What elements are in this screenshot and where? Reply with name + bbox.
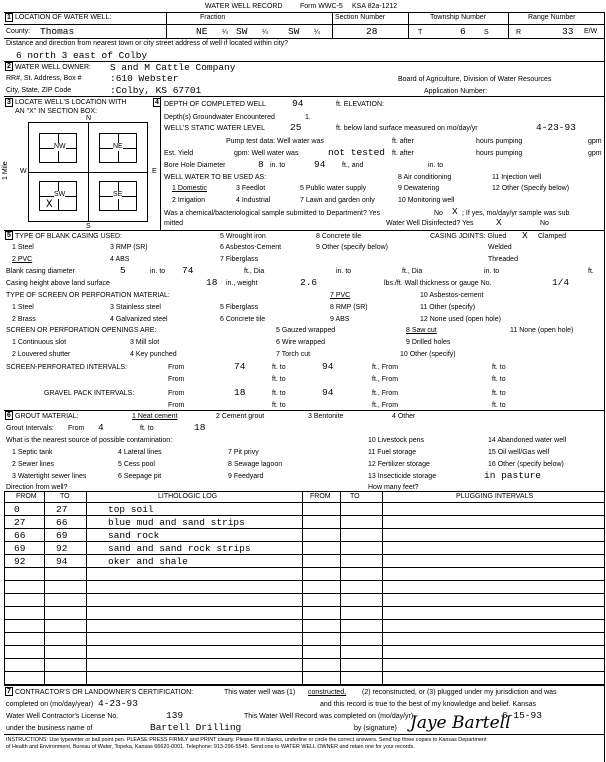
gravel-from-label: From: [168, 390, 185, 397]
casing-wrought[interactable]: 5 Wrought iron: [220, 233, 266, 240]
gauge-label: lbs./ft. Wall thickness or gauge No.: [384, 280, 492, 287]
use-lawn[interactable]: 7 Lawn and garden only: [300, 197, 375, 204]
address-value: :610 Webster: [110, 73, 179, 84]
ne-label: NE: [113, 143, 123, 150]
screen-rmp[interactable]: 8 RMP (SR): [330, 304, 368, 311]
bore-in-to: in. to: [270, 162, 286, 169]
height-label: Casing height above land surface: [6, 280, 110, 287]
open-torch[interactable]: 7 Torch cut: [276, 351, 311, 358]
range-ew: E/W: [584, 28, 598, 35]
joints-clamped[interactable]: Clamped: [538, 233, 567, 240]
completed-tail: and this record is true to the best of my knowledge and belief. Kansas: [320, 701, 536, 708]
log-litho-header: LITHOLOGIC LOG: [158, 493, 218, 500]
diameter-label: Blank casing diameter: [6, 268, 75, 275]
quarter-1: NE: [196, 26, 208, 37]
contam-sewer[interactable]: 2 Sewer lines: [12, 461, 55, 468]
casing-asbestos[interactable]: 6 Asbestos-Cement: [220, 244, 282, 251]
log-from: 0: [14, 504, 20, 515]
section-6-number: 6: [5, 411, 13, 420]
yield-label: Est. Yield: [164, 150, 194, 157]
use-injection[interactable]: 11 Injection well: [492, 174, 542, 181]
county-value: Thomas: [40, 26, 75, 37]
casing-fiberglass[interactable]: 7 Fiberglass: [220, 256, 259, 263]
log-from: 92: [14, 556, 26, 567]
range-value: 33: [562, 26, 574, 37]
use-air[interactable]: 8 Air conditioning: [398, 174, 452, 181]
locate-label-2: AN "X" IN SECTION BOX:: [15, 108, 97, 115]
direction-label: Direction from well?: [6, 484, 68, 491]
static-label: WELL'S STATIC WATER LEVEL: [164, 125, 266, 132]
chem-tail: ; If yes, mo/day/yr sample was sub: [462, 210, 570, 217]
completed-label: completed on (mo/day/year): [6, 701, 94, 708]
township-value: 6: [460, 26, 466, 37]
diameter-dia-2: ft., Dia: [402, 268, 423, 275]
screen-pvc[interactable]: 7 PVC: [330, 292, 351, 299]
distance-label: Distance and direction from nearest town or city street address of well if located within city?: [6, 40, 289, 47]
perf-row2-to-2: ft. to: [492, 376, 506, 383]
screen-galvanized[interactable]: 4 Galvanized steel: [110, 316, 168, 323]
casing-rmp[interactable]: 3 RMP (SR): [110, 244, 148, 251]
pump-hours: hours pumping: [476, 138, 523, 145]
joints-welded[interactable]: Welded: [488, 244, 512, 251]
grout-to-label: ft. to: [140, 425, 154, 432]
cert-label: CONTRACTOR'S OR LANDOWNER'S CERTIFICATION:: [15, 689, 194, 696]
disinf-no: No: [540, 220, 549, 227]
west-label: W: [20, 168, 27, 175]
perf-from-2: ft., From: [372, 364, 399, 371]
south-label: S: [86, 223, 91, 230]
joints-label: CASING JOINTS: Glued: [430, 233, 507, 240]
contam-cess[interactable]: 5 Cess pool: [118, 461, 155, 468]
contam-lateral[interactable]: 4 Lateral lines: [118, 449, 162, 456]
open-saw-cut[interactable]: 8 Saw cut: [406, 327, 437, 334]
perf-row2-from: From: [168, 376, 185, 383]
fraction-label: Fraction: [200, 14, 226, 21]
contam-abandoned[interactable]: 14 Abandoned water well: [488, 437, 567, 444]
screen-fiberglass[interactable]: 5 Fiberglass: [220, 304, 259, 311]
quarter-sign-1: ¼: [222, 29, 228, 36]
perf-to-2: ft. to: [492, 364, 506, 371]
log-to: 94: [56, 556, 68, 567]
record-date: 6-15-93: [502, 710, 542, 721]
log-to-header-2: TO: [350, 493, 360, 500]
grout-from: 4: [98, 422, 104, 433]
open-continuous[interactable]: 1 Continuous slot: [12, 339, 67, 346]
cert-text-2: (2) reconstructed, or (3) plugged under my jurisdiction and was: [362, 689, 557, 696]
screen-none[interactable]: 12 None used (open hole): [420, 316, 501, 323]
screen-material-label: TYPE OF SCREEN OR PERFORATION MATERIAL:: [6, 292, 170, 299]
distance-value: 6 north 3 east of Colby: [16, 50, 148, 61]
diameter-in-to-2: in. to: [336, 268, 352, 275]
bore-label: Bore Hole Diameter: [164, 162, 226, 169]
open-mill[interactable]: 3 Mill slot: [130, 339, 160, 346]
cert-constructed: constructed,: [308, 689, 347, 696]
use-public[interactable]: 5 Public water supply: [300, 185, 367, 192]
contam-other[interactable]: 16 Other (specify below): [488, 461, 564, 468]
section-2-number: 2: [5, 62, 13, 71]
gravel-row2-to: ft. to: [272, 402, 286, 409]
perf-to: 94: [322, 361, 334, 372]
grout-cement[interactable]: 2 Cement grout: [216, 413, 265, 420]
diameter-value: 5: [120, 265, 126, 276]
section-number-label: Section Number: [335, 14, 386, 21]
screen-steel[interactable]: 1 Steel: [12, 304, 34, 311]
yield-after: ft. after: [392, 150, 414, 157]
chem-label: Was a chemical/bacteriological sample submitted to Department? Yes: [164, 210, 381, 217]
gravel-to: 94: [322, 387, 334, 398]
height-weight: in., weight: [226, 280, 258, 287]
use-monitoring[interactable]: 10 Monitoring well: [398, 197, 455, 204]
casing-concrete[interactable]: 8 Concrete tile: [316, 233, 362, 240]
yield-mid: gpm: Well water was: [234, 150, 299, 157]
application-number-label: Application Number:: [424, 88, 488, 95]
grout-from-label: From: [68, 425, 85, 432]
gravel-from-2: ft., From: [372, 390, 399, 397]
gravel-to-2: ft. to: [492, 390, 506, 397]
pump-label: Pump test data: Well water was: [226, 138, 324, 145]
open-other[interactable]: 10 Other (specify): [400, 351, 456, 358]
open-none[interactable]: 11 None (open hole): [510, 327, 574, 334]
pump-gpm: gpm: [588, 138, 602, 145]
city-label: City, State, ZIP Code: [6, 87, 72, 94]
contam-livestock[interactable]: 10 Livestock pens: [368, 437, 425, 444]
grout-neat[interactable]: 1 Neat cement: [132, 413, 178, 420]
quarter-3: SW: [288, 26, 300, 37]
chem-no: No: [434, 210, 443, 217]
log-from-header-2: FROM: [310, 493, 331, 500]
height-value: 18: [206, 277, 218, 288]
open-louvered[interactable]: 2 Louvered shutter: [12, 351, 71, 358]
section-1-number: 1: [5, 13, 13, 22]
instructions-2: of Health and Environment, Bureau of Water, Topeka, Kansas 66620-0001. Telephone: 913-296-5545. Send one to WATER WELL OWNER and retain one for your records.: [6, 744, 415, 750]
yield-hours: hours pumping: [476, 150, 523, 157]
openings-label: SCREEN OR PERFORATION OPENINGS ARE:: [6, 327, 157, 334]
grout-bentonite[interactable]: 3 Bentonite: [308, 413, 344, 420]
bore-to: 94: [314, 159, 326, 170]
gravel-row2-from: From: [168, 402, 185, 409]
sw-label: SW: [54, 191, 66, 198]
quarter-sign-2: ¼: [262, 29, 268, 36]
location-label: LOCATION OF WATER WELL:: [15, 14, 112, 21]
bore-and: ft., and: [342, 162, 364, 169]
screen-concrete[interactable]: 6 Concrete tile: [220, 316, 266, 323]
static-rest: ft. below land surface measured on mo/day/yr: [336, 125, 478, 132]
casing-steel[interactable]: 1 Steel: [12, 244, 34, 251]
section-box[interactable]: [28, 122, 148, 222]
log-to: 69: [56, 530, 68, 541]
weight-value: 2.6: [300, 277, 318, 288]
business-label: under the business name of: [6, 725, 93, 732]
record-label: This Water Well Record was completed on (mo/day/yr): [244, 713, 414, 720]
contam-oil[interactable]: 15 Oil well/Gas well: [488, 449, 550, 456]
perf-from: 74: [234, 361, 246, 372]
license-label: Water Well Contractor's License No.: [6, 713, 119, 720]
bore-in-to-2: in. to: [428, 162, 444, 169]
log-desc: oker and shale: [108, 556, 188, 567]
yield-gpm: gpm: [588, 150, 602, 157]
open-key[interactable]: 4 Key punched: [130, 351, 177, 358]
diameter-in-to: in. to: [150, 268, 166, 275]
county-label: County:: [6, 28, 31, 35]
locate-label: LOCATE WELL'S LOCATION WITH: [15, 99, 127, 106]
license-value: 139: [166, 710, 184, 721]
gravel-from: 18: [234, 387, 246, 398]
use-industrial[interactable]: 4 Industrial: [236, 197, 271, 204]
use-dewatering[interactable]: 9 Dewatering: [398, 185, 440, 192]
gravel-row2-from-2: ft., From: [372, 402, 399, 409]
use-domestic[interactable]: 1 Domestic: [172, 185, 208, 192]
static-value: 25: [290, 122, 302, 133]
perf-from-label: From: [168, 364, 185, 371]
log-to-header: TO: [60, 493, 70, 500]
disinf-label: Water Well Disinfected? Yes: [386, 220, 474, 227]
pump-after: ft. after: [392, 138, 414, 145]
gravel-row2-to-2: ft. to: [492, 402, 506, 409]
screen-brass[interactable]: 2 Brass: [12, 316, 36, 323]
log-desc: blue mud and sand strips: [108, 517, 245, 528]
address-label: RR#, St. Address, Box #: [6, 75, 82, 82]
contam-seepage[interactable]: 6 Seepage pit: [118, 473, 162, 480]
open-wire[interactable]: 6 Wire wrapped: [276, 339, 326, 346]
section-3-number: 3: [5, 98, 13, 107]
how-many-label: How many feet?: [368, 484, 419, 491]
elevation-label: ft. ELEVATION:: [336, 101, 384, 108]
section-4-number: 4: [153, 98, 161, 107]
depth-label: DEPTH OF COMPLETED WELL: [164, 101, 266, 108]
log-desc: sand and sand rock strips: [108, 543, 251, 554]
casing-label: TYPE OF BLANK CASING USED:: [15, 233, 122, 240]
city-value: :Colby, KS 67701: [110, 85, 202, 96]
open-gauzed[interactable]: 5 Gauzed wrapped: [276, 327, 336, 334]
township-number-label: Township Number: [430, 14, 487, 21]
use-label: WELL WATER TO BE USED AS:: [164, 174, 267, 181]
use-other[interactable]: 12 Other (Specify below): [492, 185, 570, 192]
log-from: 66: [14, 530, 26, 541]
joints-threaded[interactable]: Threaded: [488, 256, 518, 263]
casing-abs[interactable]: 4 ABS: [110, 256, 130, 263]
diameter-in-to-3: in. to: [484, 268, 500, 275]
screen-other[interactable]: 11 Other (specify): [420, 304, 476, 311]
business-value: Bartell Drilling: [150, 722, 242, 733]
in-pasture: in pasture: [484, 470, 542, 481]
screen-stainless[interactable]: 3 Stainless steel: [110, 304, 161, 311]
quarter-sign-3: ¼: [314, 29, 320, 36]
owner-label: WATER WELL OWNER:: [15, 64, 91, 71]
gravel-to-label: ft. to: [272, 390, 286, 397]
section-5-number: 5: [5, 231, 13, 240]
not-tested: not tested: [328, 147, 386, 158]
nw-label: NW: [54, 143, 66, 150]
use-irrigation[interactable]: 2 Irrigation: [172, 197, 206, 204]
completed-value: 4-23-93: [98, 698, 138, 709]
signature: Jaye Bartell: [410, 713, 511, 733]
open-drilled[interactable]: 9 Drilled holes: [406, 339, 451, 346]
ksa-ref: KSA 82a-1212: [352, 3, 398, 10]
perf-label: SCREEN-PERFORATED INTERVALS:: [6, 364, 127, 371]
log-to: 27: [56, 504, 68, 515]
log-plug-header: PLUGGING INTERVALS: [456, 493, 534, 500]
instructions-1: INSTRUCTIONS: Use typewriter or ball point pen. PLEASE PRESS FIRMLY and PRINT clearly. Please fill in blanks, underline or circle the correct answers. Send top three copies to Kansas Department: [6, 737, 487, 743]
diameter-dia: ft., Dia: [244, 268, 265, 275]
contam-watertight[interactable]: 3 Watertight sewer lines: [12, 473, 87, 480]
bore-value: 8: [258, 159, 264, 170]
contam-fuel[interactable]: 11 Fuel storage: [368, 449, 417, 456]
grout-to: 18: [194, 422, 206, 433]
contam-feedyard[interactable]: 9 Feedyard: [228, 473, 264, 480]
log-from: 69: [14, 543, 26, 554]
disinf-x: X: [496, 217, 502, 228]
range-r: R: [516, 29, 522, 36]
perf-row2-to: ft. to: [272, 376, 286, 383]
form-number: Form WWC-5: [300, 3, 343, 10]
board-label: Board of Agriculture, Division of Water Resources: [398, 76, 552, 83]
east-label: E: [152, 168, 157, 175]
disinf-mitted: mitted: [164, 220, 184, 227]
township-s: S: [484, 29, 489, 36]
groundwater-value: 1.: [305, 114, 311, 121]
depth-value: 94: [292, 98, 304, 109]
screen-abs[interactable]: 9 ABS: [330, 316, 350, 323]
contam-lagoon[interactable]: 8 Sewage lagoon: [228, 461, 283, 468]
static-date: 4-23-93: [536, 122, 576, 133]
casing-pvc[interactable]: 2 PVC: [12, 256, 33, 263]
grout-label: GROUT MATERIAL:: [15, 413, 79, 420]
form-title: WATER WELL RECORD: [205, 3, 283, 10]
section-7-number: 7: [5, 687, 13, 696]
se-label: SE: [113, 191, 123, 198]
casing-other[interactable]: 9 Other (specify below): [316, 244, 388, 251]
north-label: N: [86, 115, 92, 122]
groundwater-label: Depth(s) Groundwater Encountered: [164, 114, 275, 121]
section-value: 28: [366, 26, 378, 37]
screen-asbestos[interactable]: 10 Asbestos-cement: [420, 292, 484, 299]
log-to: 66: [56, 517, 68, 528]
contam-fertilizer[interactable]: 12 Fertilizer storage: [368, 461, 430, 468]
gauge-value: 1/4: [552, 277, 570, 288]
cert-text: This water well was (1): [224, 689, 296, 696]
gravel-label: GRAVEL PACK INTERVALS:: [44, 390, 135, 397]
contam-septic[interactable]: 1 Septic tank: [12, 449, 53, 456]
diameter-to: 74: [182, 265, 194, 276]
owner-value: S and M Cattle Company: [110, 62, 236, 73]
perf-to-label: ft. to: [272, 364, 286, 371]
signature-label: by (signature): [354, 725, 397, 732]
chem-x: X: [452, 206, 458, 217]
well-location-mark: X: [46, 199, 53, 211]
log-desc: sand rock: [108, 530, 160, 541]
contam-insecticide[interactable]: 13 Insecticide storage: [368, 473, 437, 480]
mile-label: 1 Mile: [2, 161, 9, 180]
quarter-2: SW: [236, 26, 248, 37]
log-to: 92: [56, 543, 68, 554]
use-feedlot[interactable]: 3 Feedlot: [236, 185, 266, 192]
grout-intervals-label: Grout Intervals:: [6, 425, 54, 432]
diameter-ft: ft.: [588, 268, 594, 275]
joints-x: X: [522, 230, 528, 241]
log-desc: top soil: [108, 504, 154, 515]
perf-row2-from-2: ft., From: [372, 376, 399, 383]
grout-other[interactable]: 4 Other: [392, 413, 416, 420]
range-number-label: Range Number: [528, 14, 576, 21]
township-t: T: [418, 29, 423, 36]
contam-pit[interactable]: 7 Pit privy: [228, 449, 259, 456]
log-from-header: FROM: [16, 493, 37, 500]
log-from: 27: [14, 517, 26, 528]
contam-label: What is the nearest source of possible contamination:: [6, 437, 173, 444]
